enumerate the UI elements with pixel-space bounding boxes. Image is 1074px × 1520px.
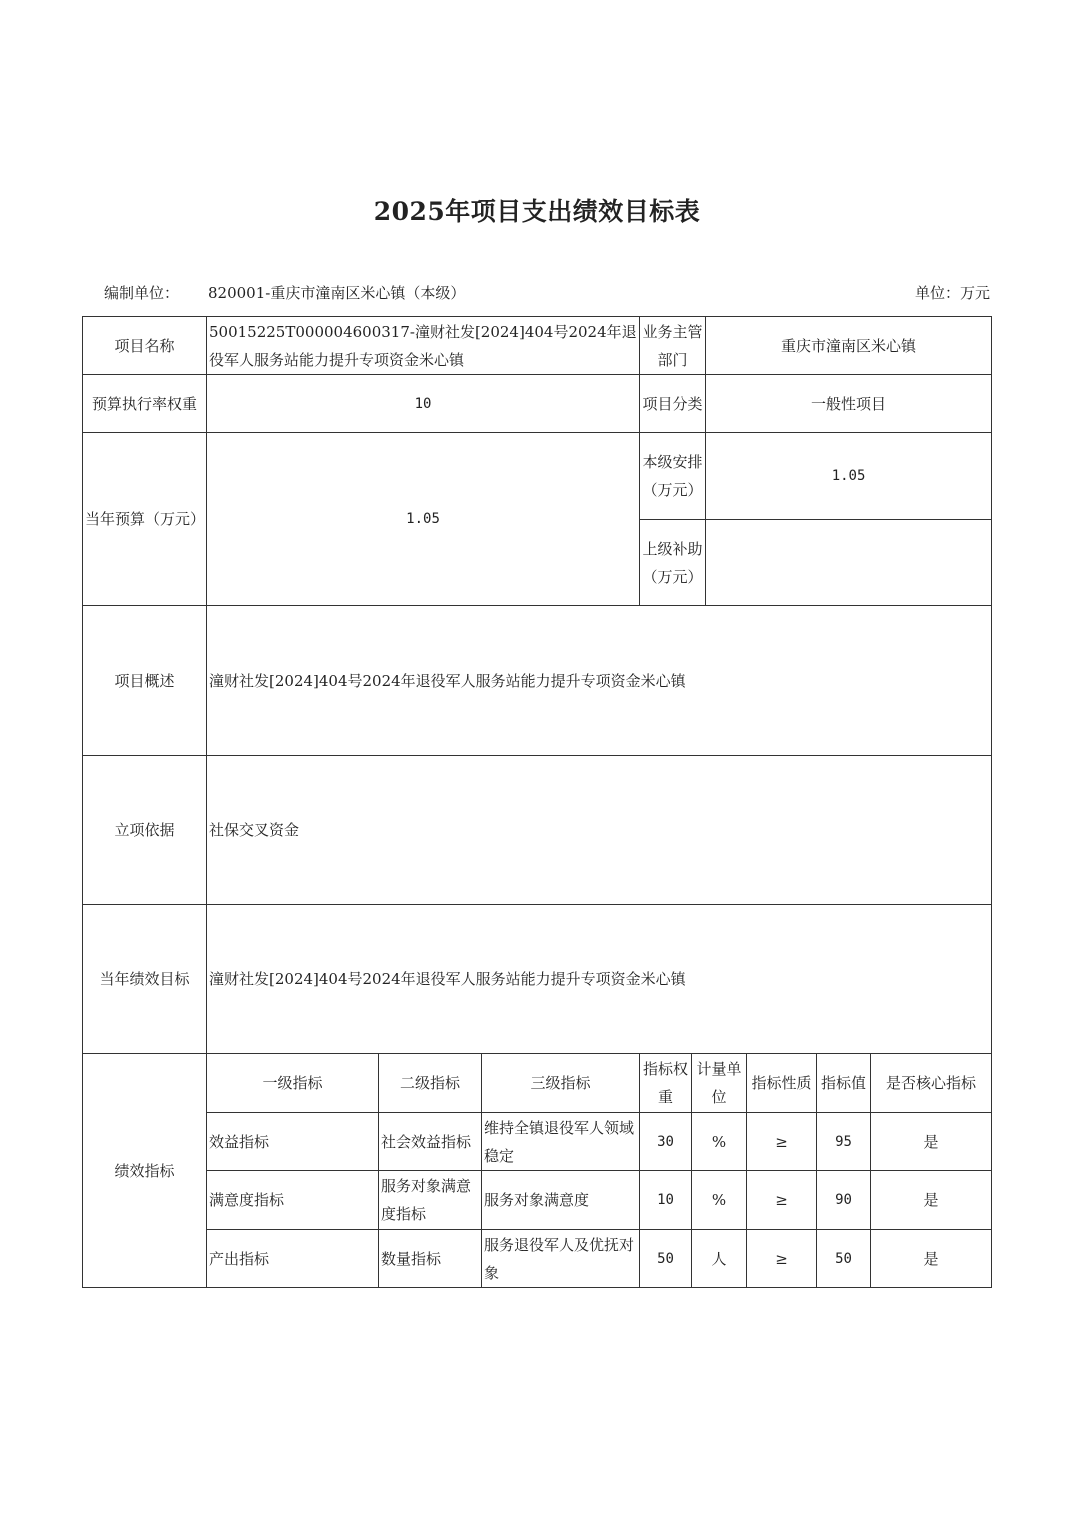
indicator-core: 是 [871, 1113, 992, 1171]
superior-label: 上级补助（万元） [640, 520, 706, 606]
row-local-budget [83, 433, 992, 520]
goal-value: 潼财社发[2024]404号2024年退役军人服务站能力提升专项资金米心镇 [207, 905, 992, 1054]
indicator-nature: ≥ [747, 1171, 817, 1230]
project-name-label: 项目名称 [83, 317, 207, 375]
overview-value: 潼财社发[2024]404号2024年退役军人服务站能力提升专项资金米心镇 [207, 606, 992, 756]
table-row [83, 1171, 992, 1230]
header-level2: 二级指标 [379, 1054, 482, 1113]
project-name-value: 50015225T000004600317-潼财社发[2024]404号2024年退役军人服务站能力提升专项资金米心镇 [207, 317, 640, 375]
indicator-value: 95 [817, 1113, 871, 1171]
basis-label: 立项依据 [83, 756, 207, 905]
indicator-level1: 产出指标 [207, 1230, 379, 1288]
page-title: 2025年项目支出绩效目标表 [373, 197, 701, 226]
row-budget-weight [83, 375, 992, 433]
indicator-weight: 50 [640, 1230, 692, 1288]
budget-weight-label: 预算执行率权重 [83, 375, 207, 433]
goal-label: 当年绩效目标 [83, 905, 207, 1054]
row-project-name [83, 317, 992, 375]
superior-value [706, 520, 992, 606]
indicator-unit: 人 [692, 1230, 747, 1288]
indicator-level3: 维持全镇退役军人领域稳定 [482, 1113, 640, 1171]
header-value: 指标值 [817, 1054, 871, 1113]
indicator-level2: 服务对象满意度指标 [379, 1171, 482, 1230]
annual-budget-value: 1.05 [207, 433, 640, 606]
indicator-value: 50 [817, 1230, 871, 1288]
basis-value: 社保交叉资金 [207, 756, 992, 905]
indicator-unit: % [692, 1171, 747, 1230]
indicator-weight: 30 [640, 1113, 692, 1171]
header-weight: 指标权重 [640, 1054, 692, 1113]
indicator-nature: ≥ [747, 1230, 817, 1288]
category-value: 一般性项目 [706, 375, 992, 433]
indicator-header-row [83, 1054, 992, 1113]
indicator-nature: ≥ [747, 1113, 817, 1171]
category-label: 项目分类 [640, 375, 706, 433]
table-row [83, 1230, 992, 1288]
overview-label: 项目概述 [83, 606, 207, 756]
local-label: 本级安排（万元） [640, 433, 706, 520]
dept-label: 业务主管部门 [640, 317, 706, 375]
local-value: 1.05 [706, 433, 992, 520]
header-level3: 三级指标 [482, 1054, 640, 1113]
indicator-unit: % [692, 1113, 747, 1171]
budget-weight-value: 10 [207, 375, 640, 433]
table-row [83, 1113, 992, 1171]
indicator-level2: 数量指标 [379, 1230, 482, 1288]
annual-budget-label: 当年预算（万元） [83, 433, 207, 606]
performance-table [82, 316, 992, 1288]
indicator-core: 是 [871, 1230, 992, 1288]
indicator-level3: 服务退役军人及优抚对象 [482, 1230, 640, 1288]
org-label: 编制单位： [104, 284, 180, 302]
header-level1: 一级指标 [207, 1054, 379, 1113]
header-core: 是否核心指标 [871, 1054, 992, 1113]
indicator-level3: 服务对象满意度 [482, 1171, 640, 1230]
indicator-level1: 满意度指标 [207, 1171, 379, 1230]
indicator-core: 是 [871, 1171, 992, 1230]
indicators-label: 绩效指标 [83, 1054, 207, 1288]
row-goal [83, 905, 992, 1054]
unit-label: 单位：万元 [914, 284, 990, 302]
indicator-level1: 效益指标 [207, 1113, 379, 1171]
dept-value: 重庆市潼南区米心镇 [706, 317, 992, 375]
row-basis [83, 756, 992, 905]
indicator-value: 90 [817, 1171, 871, 1230]
org-value: 820001-重庆市潼南区米心镇（本级） [208, 284, 466, 302]
header-nature: 指标性质 [747, 1054, 817, 1113]
row-overview [83, 606, 992, 756]
indicator-weight: 10 [640, 1171, 692, 1230]
indicator-level2: 社会效益指标 [379, 1113, 482, 1171]
header-unit: 计量单位 [692, 1054, 747, 1113]
